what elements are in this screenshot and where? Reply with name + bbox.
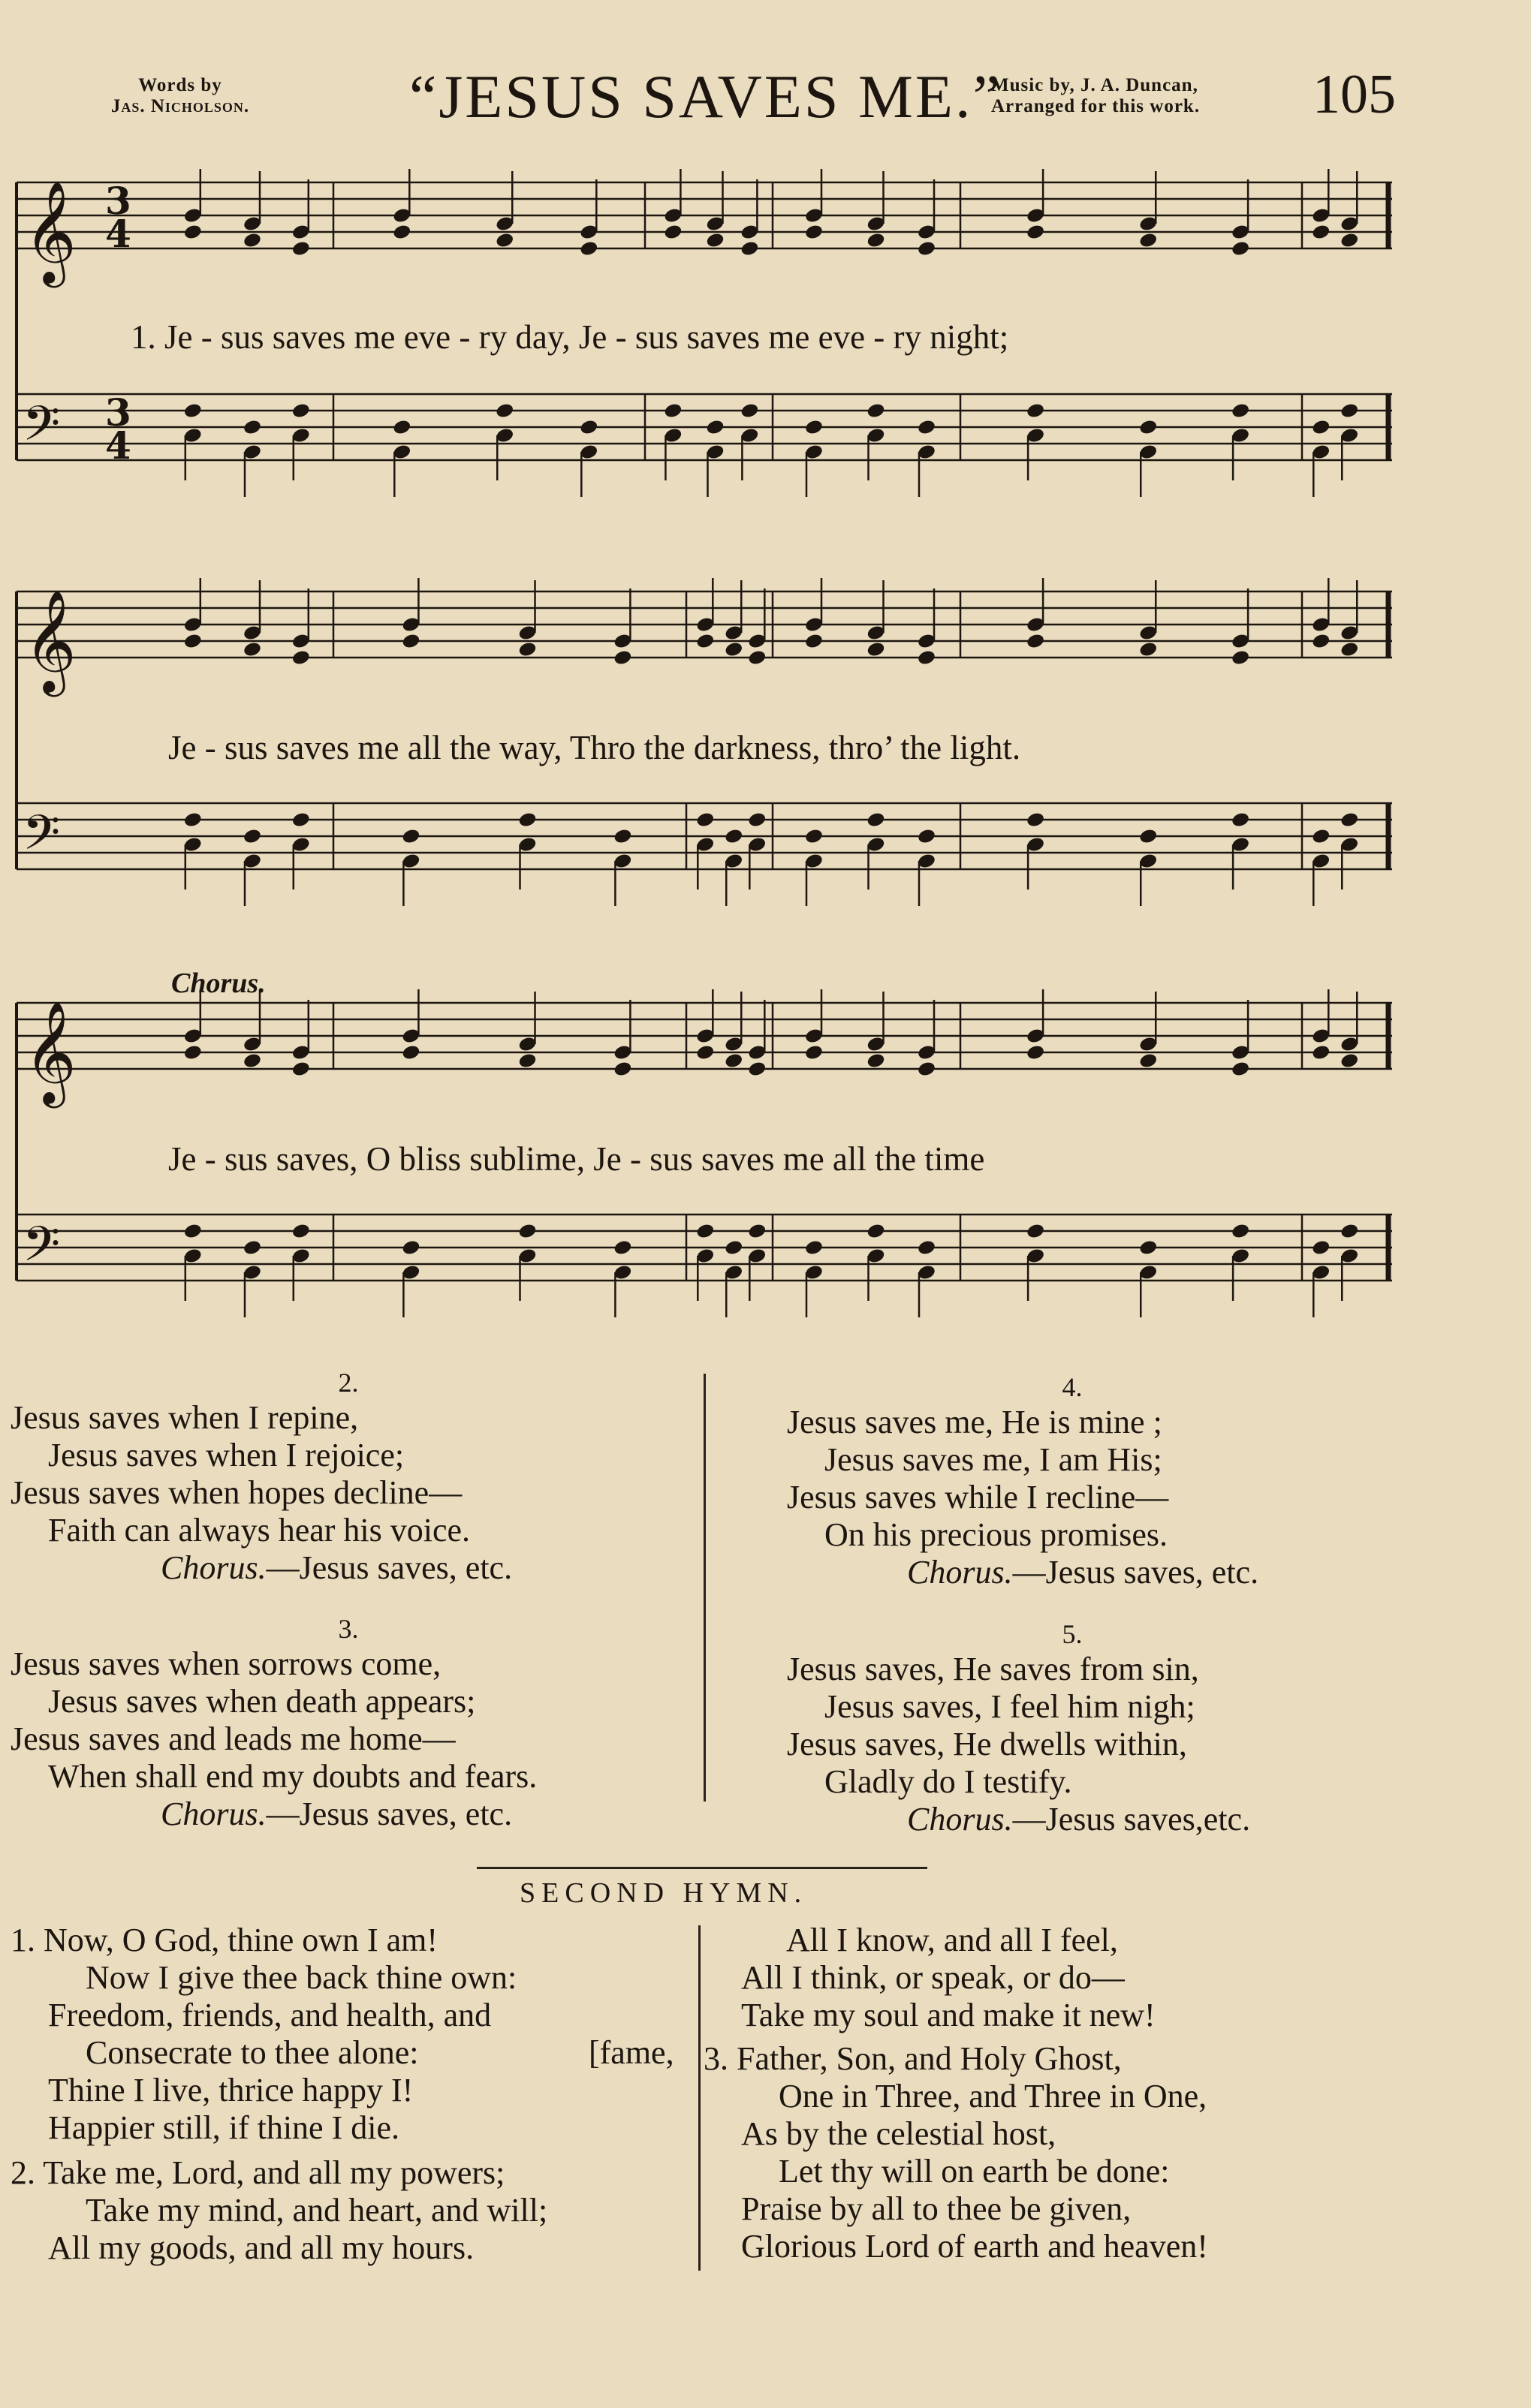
verse-chorus-ref <box>11 1795 686 1833</box>
treble-note-head <box>291 649 311 667</box>
treble-note-head <box>1026 224 1045 241</box>
music-by-credit <box>991 75 1200 117</box>
verse-number: 5. <box>1062 1619 1083 1649</box>
verse-line: Jesus saves, He dwells within, <box>787 1726 1187 1762</box>
bass-note-head <box>804 1239 824 1257</box>
verse-number: 4. <box>1062 1372 1083 1402</box>
treble-note-head <box>1138 232 1158 249</box>
treble-note-head <box>291 240 311 257</box>
verse-line: Jesus saves, I feel him nigh; <box>824 1688 1195 1725</box>
bass-note-head <box>517 1223 537 1240</box>
hymn-line: Take my mind, and heart, and will; <box>86 2192 548 2229</box>
chorus-rest: —Jesus saves, etc. <box>266 1795 513 1832</box>
verse-5 <box>787 1618 1463 1838</box>
hymn-line: Now I give thee back thine own: <box>86 1959 517 1996</box>
verse-line: Jesus saves when I rejoice; <box>48 1437 405 1473</box>
bass-note-head <box>613 1239 632 1257</box>
verse-line: Jesus saves when sorrows come, <box>11 1645 442 1682</box>
bass-clef-icon: 𝄢 <box>23 805 61 873</box>
bass-note-head <box>804 828 824 845</box>
second-hymn-left-column <box>11 1922 690 2267</box>
verse-line: Jesus saves me, He is mine ; <box>787 1404 1162 1440</box>
treble-note-head <box>613 1061 632 1078</box>
treble-note-head <box>1231 649 1250 667</box>
verse-line: Jesus saves when I repine, <box>11 1399 359 1436</box>
treble-note-head <box>804 1044 824 1061</box>
treble-note-head <box>495 232 514 249</box>
treble-note-head <box>243 1052 262 1070</box>
chorus-rest: —Jesus saves, etc. <box>266 1549 513 1586</box>
bass-note-head <box>705 419 725 436</box>
arranged-note: Arranged for this work. <box>991 96 1201 116</box>
bass-note-head <box>579 419 598 436</box>
bass-note-head <box>1138 1239 1158 1257</box>
bass-note-head <box>1340 402 1359 420</box>
bass-note-head <box>740 402 759 420</box>
bass-note-head <box>866 811 885 829</box>
treble-note-head <box>866 232 885 249</box>
bass-note-head <box>1340 811 1359 829</box>
bass-note-head <box>243 1239 262 1257</box>
hymn-line: 3. Father, Son, and Holy Ghost, <box>704 2040 1122 2077</box>
bass-note-head <box>613 828 632 845</box>
hymn-line: 2. Take me, Lord, and all my powers; <box>11 2154 505 2191</box>
hymn-line: Glorious Lord of earth and heaven! <box>741 2228 1208 2265</box>
verse-chorus-ref <box>787 1554 1463 1591</box>
bass-note-head <box>747 811 767 829</box>
chorus-word: Chorus. <box>907 1801 1013 1838</box>
treble-note-head <box>243 232 262 249</box>
bass-note-head <box>291 811 311 829</box>
treble-note-head <box>724 1052 743 1070</box>
treble-note-head <box>724 641 743 658</box>
bass-note-head <box>804 419 824 436</box>
chorus-label: Chorus. <box>171 968 266 999</box>
lyrics-line-1: 1. Je - sus saves me eve - ry day, Je - sus saves me eve - ry night; <box>131 318 1009 356</box>
hymn-title: “JESUS SAVES ME.” <box>409 62 1002 131</box>
treble-note-head <box>1231 1061 1250 1078</box>
chorus-word: Chorus. <box>161 1549 267 1586</box>
verse-number: 2. <box>338 1368 359 1398</box>
bass-note-head <box>517 811 537 829</box>
chorus-rest: —Jesus saves, etc. <box>1012 1554 1259 1591</box>
bass-note-head <box>1311 419 1331 436</box>
verse-chorus-ref <box>787 1801 1463 1838</box>
treble-clef-icon: 𝄞 <box>24 588 77 692</box>
hymn-line-text: Consecrate to thee alone: <box>86 2034 419 2071</box>
treble-note-head <box>866 1052 885 1070</box>
lyrics-line-2: Je - sus saves me all the way, Thro the darkness, thro’ the light. <box>168 729 1021 766</box>
treble-note-head <box>1138 1052 1158 1070</box>
treble-note-head <box>579 240 598 257</box>
treble-note-head <box>1026 633 1045 650</box>
verse-4 <box>787 1371 1463 1591</box>
hymn-line-overflow: [fame, <box>589 2034 674 2071</box>
bass-clef-icon: 𝄢 <box>23 396 61 464</box>
bass-note-head <box>724 1239 743 1257</box>
hymn-line: 1. Now, O God, thine own I am! <box>11 1922 439 1958</box>
bass-note-head <box>917 1239 936 1257</box>
hymn-line: Take my soul and make it new! <box>741 1997 1156 2033</box>
treble-note-head <box>401 633 420 650</box>
treble-note-head <box>917 240 936 257</box>
words-by-credit <box>68 75 293 117</box>
treble-note-head <box>663 224 683 241</box>
bass-note-head <box>1026 402 1045 420</box>
bass-clef-icon: 𝄢 <box>23 1217 61 1284</box>
treble-note-head <box>695 633 715 650</box>
verse-line: Jesus saves and leads me home— <box>11 1720 456 1757</box>
treble-note-head <box>401 1044 420 1061</box>
bass-note-head <box>695 1223 715 1240</box>
hymn-line: All my goods, and all my hours. <box>48 2229 475 2266</box>
verse-line: Jesus saves me, I am His; <box>824 1441 1162 1478</box>
hymn-line: All I know, and all I feel, <box>786 1922 1118 1958</box>
treble-note-head <box>917 649 936 667</box>
verse-line: Jesus saves while I recline— <box>787 1479 1169 1516</box>
treble-note-head <box>804 633 824 650</box>
verse-line: Jesus saves when hopes decline— <box>11 1474 463 1511</box>
bass-note-head <box>1138 419 1158 436</box>
treble-note-head <box>517 1052 537 1070</box>
verses-divider <box>704 1374 706 1801</box>
bass-note-head <box>183 811 203 829</box>
second-hymn-title: SECOND HYMN. <box>520 1877 808 1909</box>
lyrics-line-3: Je - sus saves, O bliss sublime, Je - sus saves me all the time <box>168 1140 985 1178</box>
bass-note-head <box>1340 1223 1359 1240</box>
bass-note-head <box>243 419 262 436</box>
treble-clef-icon: 𝄞 <box>24 1000 77 1103</box>
music-system-2 <box>11 578 1400 953</box>
treble-note-head <box>705 232 725 249</box>
treble-note-head <box>243 641 262 658</box>
second-hymn-right-column <box>704 1922 1454 2265</box>
hymn-line: Praise by all to thee be given, <box>741 2190 1132 2227</box>
treble-note-head <box>1340 232 1359 249</box>
verse-line: Jesus saves when death appears; <box>48 1683 476 1720</box>
treble-note-head <box>1138 641 1158 658</box>
verse-line: Faith can always hear his voice. <box>48 1512 471 1549</box>
treble-note-head <box>183 224 203 241</box>
music-system-1 <box>11 169 1400 544</box>
treble-time-sig-top: 3 <box>105 179 131 223</box>
bass-note-head <box>1138 828 1158 845</box>
bass-note-head <box>183 1223 203 1240</box>
bass-note-head <box>1311 1239 1331 1257</box>
second-hymn-divider <box>698 1925 701 2271</box>
bass-note-head <box>1026 811 1045 829</box>
treble-note-head <box>866 641 885 658</box>
score-system-1-svg <box>11 169 1400 544</box>
verse-line: Gladly do I testify. <box>824 1763 1072 1800</box>
words-by-label: Words by <box>138 75 222 95</box>
verse-number: 3. <box>338 1614 359 1644</box>
verse-line: Jesus saves, He saves from sin, <box>787 1651 1199 1687</box>
treble-note-head <box>1311 633 1331 650</box>
verse-2 <box>11 1366 686 1587</box>
treble-note-head <box>1311 224 1331 241</box>
treble-note-head <box>747 1061 767 1078</box>
chorus-word: Chorus. <box>907 1554 1013 1591</box>
bass-note-head <box>724 828 743 845</box>
bass-time-sig-top: 3 <box>105 390 131 435</box>
bass-note-head <box>243 828 262 845</box>
verse-line: When shall end my doubts and fears. <box>48 1758 538 1795</box>
hymn-line: Let thy will on earth be done: <box>779 2153 1170 2190</box>
bass-note-head <box>291 402 311 420</box>
treble-note-head <box>804 224 824 241</box>
treble-note-head <box>1340 1052 1359 1070</box>
hymn-line: One in Three, and Three in One, <box>779 2078 1207 2115</box>
treble-note-head <box>747 649 767 667</box>
treble-note-head <box>740 240 759 257</box>
bass-note-head <box>1231 402 1250 420</box>
hymn-line <box>11 2034 690 2072</box>
treble-time-sig-bottom: 4 <box>105 212 131 256</box>
bass-note-head <box>1231 811 1250 829</box>
treble-note-head <box>183 1044 203 1061</box>
hymn-line: All I think, or speak, or do— <box>741 1959 1125 1996</box>
verse-3 <box>11 1612 686 1833</box>
bass-note-head <box>401 1239 420 1257</box>
hymn-line: Thine I live, thrice happy I! <box>48 2072 414 2109</box>
hymn-line: As by the celestial host, <box>741 2115 1056 2152</box>
music-by-label: Music by, J. A. Duncan, <box>991 75 1198 95</box>
bass-note-head <box>1026 1223 1045 1240</box>
bass-note-head <box>392 419 411 436</box>
treble-note-head <box>392 224 411 241</box>
treble-note-head <box>1026 1044 1045 1061</box>
treble-note-head <box>1231 240 1250 257</box>
bass-note-head <box>747 1223 767 1240</box>
treble-note-head <box>613 649 632 667</box>
treble-note-head <box>291 1061 311 1078</box>
bass-note-head <box>183 402 203 420</box>
bass-note-head <box>866 402 885 420</box>
treble-clef-icon: 𝄞 <box>24 179 77 283</box>
verse-chorus-ref <box>11 1549 686 1587</box>
bass-note-head <box>695 811 715 829</box>
bass-note-head <box>1311 828 1331 845</box>
bass-note-head <box>291 1223 311 1240</box>
treble-note-head <box>695 1044 715 1061</box>
bass-note-head <box>1231 1223 1250 1240</box>
treble-note-head <box>1340 641 1359 658</box>
bass-note-head <box>401 828 420 845</box>
hymn-line: Happier still, if thine I die. <box>48 2109 399 2146</box>
bass-note-head <box>866 1223 885 1240</box>
bass-note-head <box>663 402 683 420</box>
treble-note-head <box>917 1061 936 1078</box>
bass-note-head <box>495 402 514 420</box>
music-system-3 <box>11 989 1400 1365</box>
treble-note-head <box>517 641 537 658</box>
words-by-author: Jas. Nicholson. <box>110 96 250 116</box>
hymn-line: Freedom, friends, and health, and <box>48 1997 492 2033</box>
treble-note-head <box>1311 1044 1331 1061</box>
page-number: 105 <box>1313 64 1396 125</box>
bass-note-head <box>917 828 936 845</box>
chorus-rest: —Jesus saves,etc. <box>1012 1801 1251 1838</box>
chorus-word: Chorus. <box>161 1795 267 1832</box>
treble-note-head <box>183 633 203 650</box>
second-hymn-rule <box>477 1867 927 1869</box>
bass-note-head <box>917 419 936 436</box>
bass-time-sig-bottom: 4 <box>105 423 131 468</box>
verse-line: On his precious promises. <box>824 1516 1168 1553</box>
